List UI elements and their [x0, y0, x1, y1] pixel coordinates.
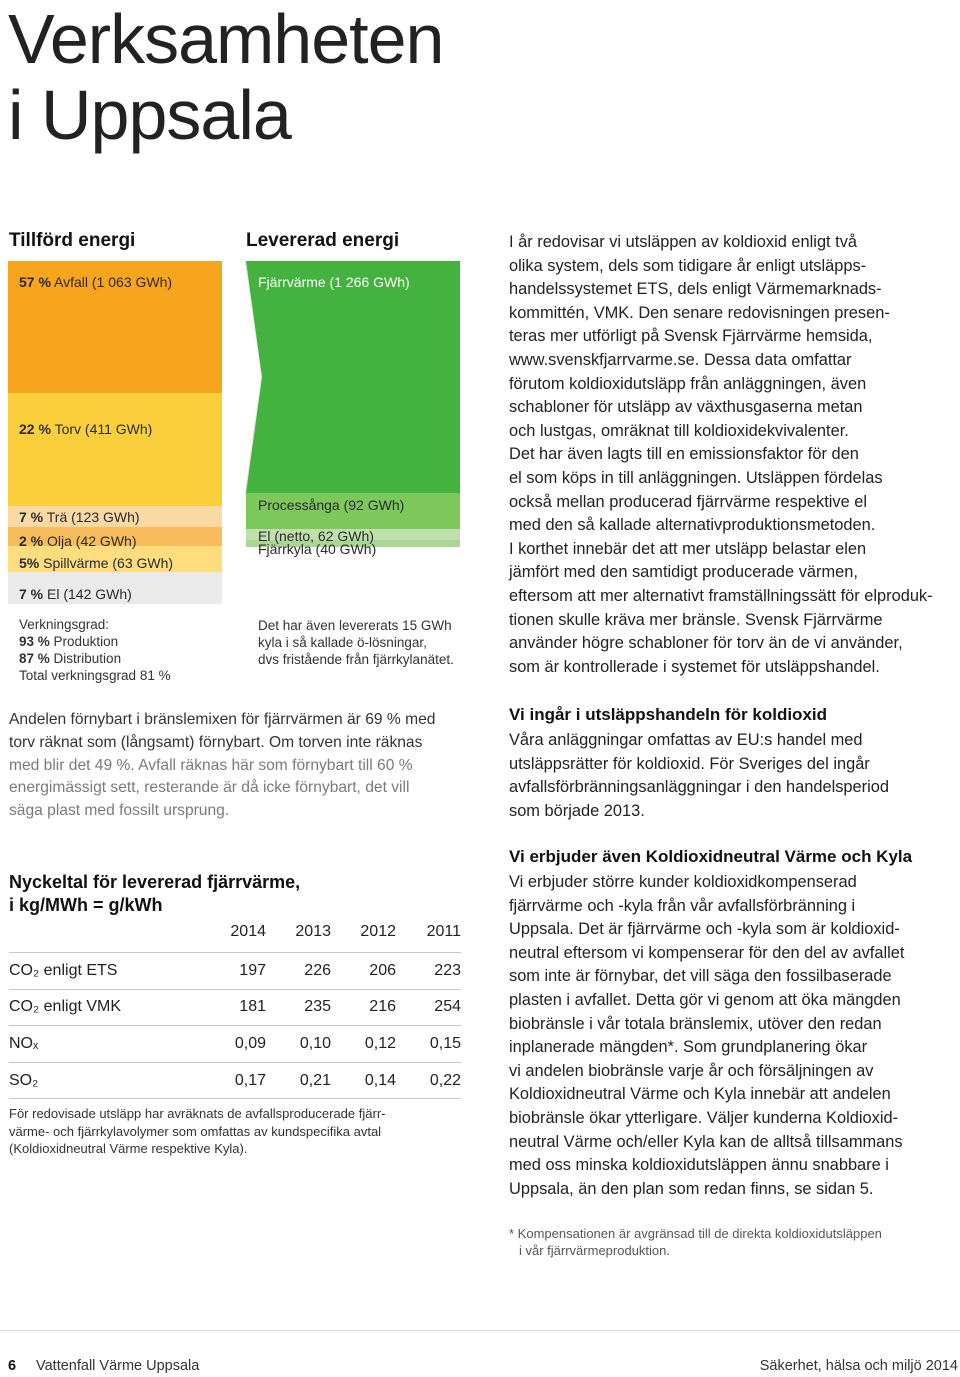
- delivered-energy-heading: Levererad energi: [246, 230, 400, 251]
- page-title-line1: Verksamheten: [8, 0, 444, 78]
- label-el-netto: El (netto, 62 GWh): [258, 528, 374, 544]
- renewable-paragraph: Andelen förnybart i bränslemixen för fjärrvärmen är 69 % med torv räknat som (långsamt) förnybart. Om torven inte räknas med blir det 49 %. Avfall räknas här som förnybart till 60 % energimässigt sett, resterande är då icke förnybart, det vill säga plast med fossilt ursprung.: [9, 711, 436, 820]
- efficiency-block: [19, 616, 171, 684]
- row-label: NOₓ: [9, 1026, 201, 1063]
- row-label: SO₂: [9, 1062, 201, 1099]
- footnote: * Kompensationen är avgränsad till de direkta koldioxidutsläppen i vår fjärrvärmeproduktion.: [509, 1226, 882, 1258]
- emissions-trading-heading: Vi ingår i utsläppshandeln för koldioxid: [509, 705, 828, 724]
- production-efficiency: 93 % Produktion: [19, 634, 119, 649]
- neutral-offer-paragraph: Vi erbjuder större kunder koldioxidkompenserad fjärrvärme och -kyla från vår avfallsförbränning i Uppsala. Det är fjärrvärme och -kyla som är koldioxid- neutral eftersom vi kompenserar för den del av avfallet som inte är förnybar, det vill säga den fossilbaserade plasten i avfallet. Detta gör vi genom att öka mängden biobränsle i vår totala bränslemix, utöver den redan inplanerade mängden*. Som grundplanering ökar vi andelen biobränsle varje år och försäljningen av Koldioxidneutral Värme och Kyla innebär att andelen biobränsle ökar ytterligare. Väljer kunderna Koldioxid- neutral Värme och/eller Kyla kan de alltså tillsammans med oss minska koldioxidutsläppen ännu snabbare i Uppsala, än den plan som redan finns, se sidan 5.: [509, 873, 905, 1198]
- label-tra: 7 % Trä (123 GWh): [19, 509, 140, 525]
- table-row: CO₂ enligt VMK 181 235 216 254: [9, 989, 461, 1026]
- key-figures-note: För redovisade utsläpp har avräknats de avfallsproducerade fjärr- värme- och fjärrkylavolymer som omfattas av kundspecifika avtal (Koldioxidneutral Värme respektive Kyla).: [9, 1106, 386, 1156]
- year-2011: 2011: [396, 912, 461, 953]
- footer-divider: [0, 1330, 960, 1331]
- table-row: SO₂ 0,17 0,21 0,14 0,22: [9, 1062, 461, 1099]
- year-2012: 2012: [331, 912, 396, 953]
- table-row: NOₓ 0,09 0,10 0,12 0,15: [9, 1026, 461, 1063]
- row-label: CO₂ enligt ETS: [9, 953, 201, 990]
- label-spillvarme: 5% Spillvärme (63 GWh): [19, 555, 174, 571]
- table-row: CO₂ enligt ETS 197 226 206 223: [9, 953, 461, 990]
- total-efficiency: Total verkningsgrad 81 %: [19, 668, 171, 683]
- neutral-offer-heading: Vi erbjuder även Koldioxidneutral Värme och Kyla: [509, 847, 913, 866]
- label-processanga: Processånga (92 GWh): [258, 497, 405, 513]
- label-avfall: 57 % Avfall (1 063 GWh): [19, 274, 173, 290]
- key-figures-heading: Nyckeltal för levererad fjärrvärme, i kg/MWh = g/kWh: [9, 872, 301, 915]
- section-name: Säkerhet, hälsa och miljö 2014: [759, 1358, 958, 1374]
- page-title-line2: i Uppsala: [8, 76, 291, 154]
- emissions-intro-paragraph: I år redovisar vi utsläppen av koldioxid enligt två olika system, dels som tidigare år enligt utsläpps- handelssystemet ETS, dels enligt Värmemarknads- kommittén, VMK. Den senare redovisningen presen- teras mer utförligt på Svensk Fjärrvärme hemsida, www.svenskfjarrvarme.se. Dessa data omfattar förutom koldioxidutsläpp från anläggningen, även schabloner för utsläpp av växthusgaserna metan och lustgas, omräknat till koldioxidekvivalenter. Det har även lagts till en emissionsfaktor för den el som köps in till anläggningen. Utsläppen fördelas också mellan producerad fjärrvärme respektive el med den så kallade alternativproduktionsmetoden. I korthet innebär det att mer utsläpp belastar elen jämfört med den samtidigt producerade värmen, eftersom att mer alternativt framställningssätt för elproduk- tionen skulle kräva mer bränsle. Svensk Fjärrvärme använder högre schabloner för torv än de vi använder, som är kontrollerade i systemet för utsläppshandel.: [509, 233, 933, 676]
- year-2013: 2013: [266, 912, 331, 953]
- label-el: 7 % El (142 GWh): [19, 586, 132, 602]
- key-figures-table: [9, 912, 461, 1099]
- distribution-efficiency: 87 % Distribution: [19, 651, 122, 666]
- delivered-note: Det har även levererats 15 GWh kyla i så kallade ö-lösningar, dvs fristående från fjärrkylanätet.: [258, 618, 454, 667]
- year-2014: 2014: [201, 912, 266, 953]
- publication-name: Vattenfall Värme Uppsala: [36, 1358, 200, 1374]
- table-header-row: [9, 912, 461, 953]
- page-number: 6: [8, 1358, 17, 1374]
- band-torv: [8, 393, 222, 506]
- label-fjarrkyla: Fjärrkyla (40 GWh): [258, 541, 377, 557]
- label-torv: 22 % Torv (411 GWh): [19, 421, 153, 437]
- row-label: CO₂ enligt VMK: [9, 989, 201, 1026]
- efficiency-label: Verkningsgrad:: [19, 617, 110, 632]
- supplied-energy-heading: Tillförd energi: [9, 230, 136, 251]
- emissions-trading-paragraph: Våra anläggningar omfattas av EU:s handel med utsläppsrätter för koldioxid. För Sveriges del ingår avfallsförbränningsanläggningar i den handelsperiod som började 2013.: [509, 731, 889, 820]
- label-olja: 2 % Olja (42 GWh): [19, 533, 137, 549]
- band-fjarrvarme: [246, 261, 460, 493]
- label-fjarrvarme: Fjärrvärme (1 266 GWh): [258, 274, 410, 290]
